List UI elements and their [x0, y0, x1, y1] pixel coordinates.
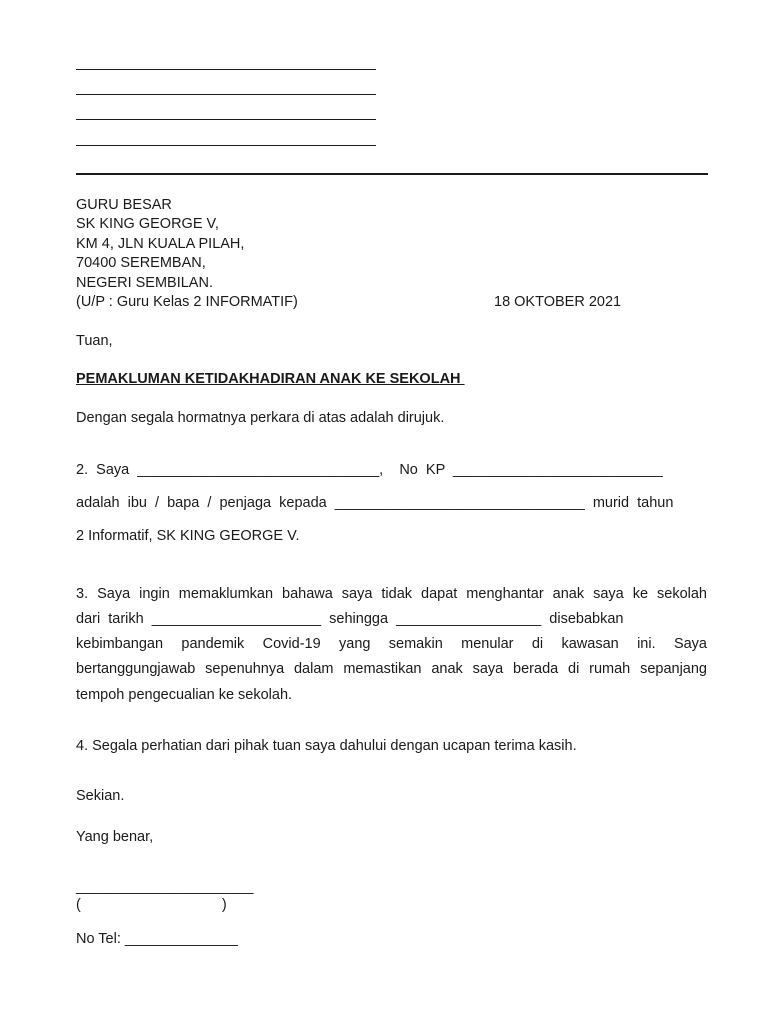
letter-date: 18 OKTOBER 2021	[494, 294, 622, 310]
para3-line-2: dari tarikh _____________________ sehingga __________________ disebabkan	[76, 611, 624, 627]
sender-address-line-4	[76, 145, 376, 146]
para3-line-3: kebimbangan pandemik Covid-19 yang semakin menular di kawasan ini. Saya	[76, 636, 707, 652]
para3-line-4: bertanggungjawab sepenuhnya dalam memastikan anak saya berada di rumah sepanjang	[76, 661, 707, 677]
para3-line-1: 3. Saya ingin memaklumkan bahawa saya tidak dapat menghantar anak saya ke sekolah	[76, 586, 707, 602]
para2-line-1: 2. Saya ______________________________, No KP __________________________	[76, 462, 663, 478]
closing: Sekian.	[76, 788, 125, 804]
recipient-line-5: NEGERI SEMBILAN.	[76, 275, 213, 291]
para2-line-2: adalah ibu / bapa / penjaga kepada _______________________________ murid tahun	[76, 495, 674, 511]
recipient-attention: (U/P : Guru Kelas 2 INFORMATIF)	[76, 294, 298, 310]
sender-address-line-3	[76, 119, 376, 120]
header-divider	[76, 173, 708, 175]
sign-off: Yang benar,	[76, 829, 154, 845]
para3-line-5: tempoh pengecualian ke sekolah.	[76, 687, 293, 703]
sender-address-line-1	[76, 69, 376, 70]
para4: 4. Segala perhatian dari pihak tuan saya dahului dengan ucapan terima kasih.	[76, 738, 577, 754]
recipient-line-3: KM 4, JLN KUALA PILAH,	[76, 236, 245, 252]
name-bracket: ( )	[76, 897, 227, 913]
recipient-line-1: GURU BESAR	[76, 197, 172, 213]
salutation: Tuan,	[76, 333, 113, 349]
subject-heading: PEMAKLUMAN KETIDAKHADIRAN ANAK KE SEKOLAH	[76, 371, 465, 387]
intro-paragraph: Dengan segala hormatnya perkara di atas adalah dirujuk.	[76, 410, 445, 426]
sender-address-line-2	[76, 94, 376, 95]
recipient-line-4: 70400 SEREMBAN,	[76, 255, 206, 271]
para2-line-3: 2 Informatif, SK KING GEORGE V.	[76, 528, 300, 544]
signature-line: ______________________	[76, 879, 254, 895]
recipient-line-2: SK KING GEORGE V,	[76, 216, 219, 232]
phone-number: No Tel: ______________	[76, 931, 238, 947]
